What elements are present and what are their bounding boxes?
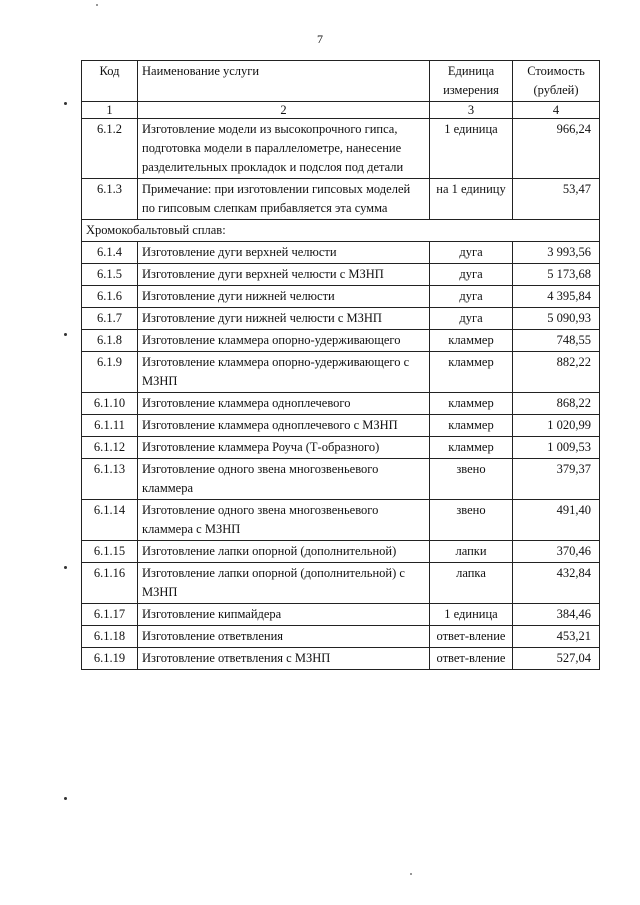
cell-unit: лапка bbox=[430, 563, 513, 604]
header-name: Наименование услуги bbox=[138, 61, 430, 102]
cell-code: 6.1.16 bbox=[82, 563, 138, 604]
cell-unit: дуга bbox=[430, 308, 513, 330]
cell-unit: дуга bbox=[430, 264, 513, 286]
scan-mark bbox=[64, 797, 67, 800]
column-number: 1 bbox=[82, 102, 138, 119]
column-number: 3 bbox=[430, 102, 513, 119]
cell-name: Изготовление кламмера Роуча (Т-образного) bbox=[138, 437, 430, 459]
cell-name: Изготовление кипмайдера bbox=[138, 604, 430, 626]
cell-code: 6.1.9 bbox=[82, 352, 138, 393]
header-unit: Единица измерения bbox=[430, 61, 513, 102]
cell-name: Изготовление дуги нижней челюсти bbox=[138, 286, 430, 308]
scan-speck bbox=[410, 873, 412, 875]
table-body bbox=[82, 119, 600, 670]
cell-name: Изготовление ответвления bbox=[138, 626, 430, 648]
cell-name: Изготовление кламмера опорно-удерживающего bbox=[138, 330, 430, 352]
cell-cost: 5 090,93 bbox=[513, 308, 600, 330]
table-row bbox=[82, 459, 600, 500]
cell-unit: звено bbox=[430, 500, 513, 541]
column-number: 4 bbox=[513, 102, 600, 119]
table-row bbox=[82, 541, 600, 563]
cell-cost: 3 993,56 bbox=[513, 242, 600, 264]
table-row bbox=[82, 242, 600, 264]
table-row bbox=[82, 500, 600, 541]
cell-cost: 527,04 bbox=[513, 648, 600, 670]
cell-name: Изготовление лапки опорной (дополнительной) с МЗНП bbox=[138, 563, 430, 604]
cell-code: 6.1.12 bbox=[82, 437, 138, 459]
cell-name: Изготовление дуги нижней челюсти с МЗНП bbox=[138, 308, 430, 330]
section-row bbox=[82, 220, 600, 242]
cell-name: Изготовление дуги верхней челюсти с МЗНП bbox=[138, 264, 430, 286]
cell-code: 6.1.8 bbox=[82, 330, 138, 352]
table-row bbox=[82, 119, 600, 179]
cell-cost: 53,47 bbox=[513, 179, 600, 220]
price-table bbox=[81, 60, 600, 670]
cell-unit: ответ-вление bbox=[430, 648, 513, 670]
cell-cost: 384,46 bbox=[513, 604, 600, 626]
cell-name: Изготовление кламмера одноплечевого bbox=[138, 393, 430, 415]
cell-cost: 370,46 bbox=[513, 541, 600, 563]
header-code: Код bbox=[82, 61, 138, 102]
table-row bbox=[82, 563, 600, 604]
cell-code: 6.1.18 bbox=[82, 626, 138, 648]
cell-cost: 453,21 bbox=[513, 626, 600, 648]
table-header-row bbox=[82, 61, 600, 102]
cell-name: Изготовление кламмера одноплечевого с МЗНП bbox=[138, 415, 430, 437]
cell-cost: 748,55 bbox=[513, 330, 600, 352]
cell-code: 6.1.3 bbox=[82, 179, 138, 220]
cell-code: 6.1.4 bbox=[82, 242, 138, 264]
scan-speck bbox=[96, 4, 98, 6]
cell-cost: 1 009,53 bbox=[513, 437, 600, 459]
cell-code: 6.1.14 bbox=[82, 500, 138, 541]
page-number: 7 bbox=[317, 32, 323, 46]
cell-code: 6.1.19 bbox=[82, 648, 138, 670]
table-row bbox=[82, 626, 600, 648]
table-row bbox=[82, 437, 600, 459]
cell-unit: кламмер bbox=[430, 393, 513, 415]
table-row bbox=[82, 415, 600, 437]
cell-unit: на 1 единицу bbox=[430, 179, 513, 220]
table-row bbox=[82, 330, 600, 352]
cell-cost: 868,22 bbox=[513, 393, 600, 415]
cell-code: 6.1.6 bbox=[82, 286, 138, 308]
cell-name: Изготовление одного звена многозвеньевого кламмера с МЗНП bbox=[138, 500, 430, 541]
section-title: Хромокобальтовый сплав: bbox=[82, 220, 600, 242]
cell-unit: дуга bbox=[430, 286, 513, 308]
cell-unit: лапки bbox=[430, 541, 513, 563]
scan-mark bbox=[64, 333, 67, 336]
scan-mark bbox=[64, 102, 67, 105]
cell-unit: ответ-вление bbox=[430, 626, 513, 648]
cell-cost: 882,22 bbox=[513, 352, 600, 393]
cell-name: Изготовление дуги верхней челюсти bbox=[138, 242, 430, 264]
table-row bbox=[82, 264, 600, 286]
cell-unit: 1 единица bbox=[430, 604, 513, 626]
scan-mark bbox=[64, 566, 67, 569]
table-row bbox=[82, 393, 600, 415]
cell-cost: 491,40 bbox=[513, 500, 600, 541]
cell-code: 6.1.7 bbox=[82, 308, 138, 330]
cell-cost: 5 173,68 bbox=[513, 264, 600, 286]
column-number: 2 bbox=[138, 102, 430, 119]
cell-code: 6.1.2 bbox=[82, 119, 138, 179]
cell-name: Изготовление одного звена многозвеньевого кламмера bbox=[138, 459, 430, 500]
cell-cost: 966,24 bbox=[513, 119, 600, 179]
cell-name: Изготовление лапки опорной (дополнительной) bbox=[138, 541, 430, 563]
cell-name: Изготовление кламмера опорно-удерживающего с МЗНП bbox=[138, 352, 430, 393]
column-number-row bbox=[82, 102, 600, 119]
cell-unit: кламмер bbox=[430, 352, 513, 393]
cell-unit: звено bbox=[430, 459, 513, 500]
cell-cost: 1 020,99 bbox=[513, 415, 600, 437]
cell-code: 6.1.10 bbox=[82, 393, 138, 415]
cell-unit: кламмер bbox=[430, 415, 513, 437]
cell-cost: 379,37 bbox=[513, 459, 600, 500]
cell-unit: дуга bbox=[430, 242, 513, 264]
table-row bbox=[82, 648, 600, 670]
cell-code: 6.1.17 bbox=[82, 604, 138, 626]
cell-code: 6.1.15 bbox=[82, 541, 138, 563]
cell-unit: 1 единица bbox=[430, 119, 513, 179]
cell-name: Изготовление модели из высокопрочного гипса, подготовка модели в параллелометре, нанесение разделительных прокладок и подслоя под детали bbox=[138, 119, 430, 179]
table-row bbox=[82, 308, 600, 330]
cell-unit: кламмер bbox=[430, 330, 513, 352]
cell-name: Изготовление ответвления с МЗНП bbox=[138, 648, 430, 670]
cell-cost: 432,84 bbox=[513, 563, 600, 604]
cell-name: Примечание: при изготовлении гипсовых моделей по гипсовым слепкам прибавляется эта сумма bbox=[138, 179, 430, 220]
header-cost: Стоимость (рублей) bbox=[513, 61, 600, 102]
table-row bbox=[82, 352, 600, 393]
cell-code: 6.1.5 bbox=[82, 264, 138, 286]
cell-code: 6.1.13 bbox=[82, 459, 138, 500]
table-row bbox=[82, 604, 600, 626]
cell-cost: 4 395,84 bbox=[513, 286, 600, 308]
cell-code: 6.1.11 bbox=[82, 415, 138, 437]
table-row bbox=[82, 286, 600, 308]
cell-unit: кламмер bbox=[430, 437, 513, 459]
table-row bbox=[82, 179, 600, 220]
